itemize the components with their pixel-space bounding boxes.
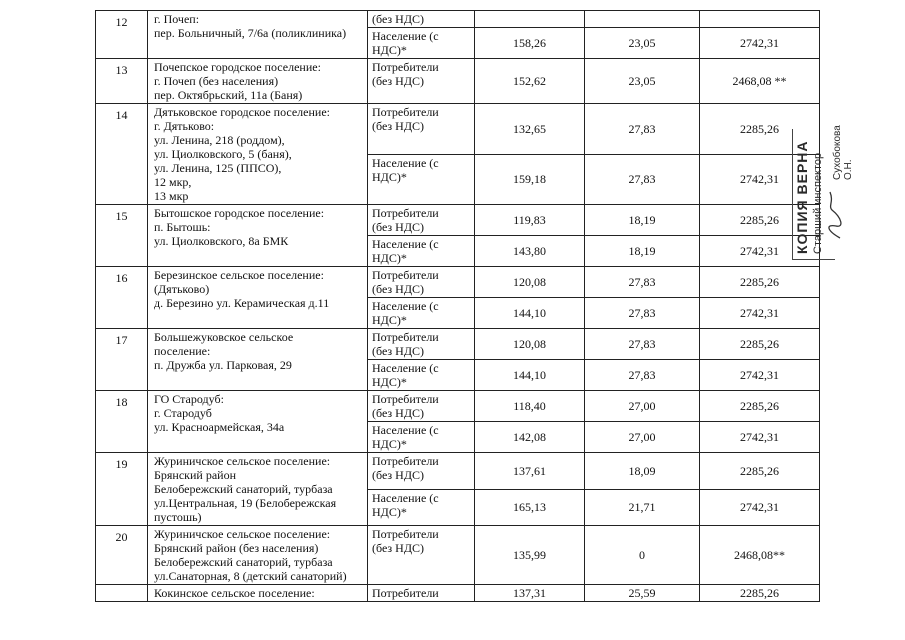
- settlement-address: [148, 526, 368, 585]
- tariff-value-1: 132,65: [475, 104, 585, 155]
- tariff-value-1: 142,08: [475, 422, 585, 453]
- consumer-category: [368, 267, 475, 298]
- tariff-value-3: 2742,31: [700, 489, 820, 526]
- consumer-line: Потребители: [372, 586, 439, 600]
- tariff-value-3: 2285,26: [700, 104, 820, 155]
- consumer-category: [368, 489, 475, 526]
- table-row: [96, 391, 820, 422]
- tariff-value-3: 2285,26: [700, 267, 820, 298]
- consumer-line: (без НДС): [372, 406, 425, 420]
- consumer-line: (без НДС): [372, 119, 425, 133]
- consumer-category: [368, 236, 475, 267]
- table-row: [96, 526, 820, 585]
- tariff-value-3: 2742,31: [700, 28, 820, 59]
- consumer-line: (без НДС): [372, 74, 425, 88]
- table-row: [96, 205, 820, 236]
- tariff-value-1: 119,83: [475, 205, 585, 236]
- tariff-value-2: [585, 11, 700, 28]
- consumer-category: [368, 422, 475, 453]
- tariff-value-1: 143,80: [475, 236, 585, 267]
- tariff-value-2: 21,71: [585, 489, 700, 526]
- tariff-value-1: 120,08: [475, 329, 585, 360]
- tariff-value-2: 27,83: [585, 329, 700, 360]
- tariff-value-2: 23,05: [585, 28, 700, 59]
- address-line: п. Дружба ул. Парковая, 29: [154, 358, 292, 372]
- settlement-address: [148, 267, 368, 329]
- tariff-value-1: [475, 11, 585, 28]
- address-line: ГО Стародуб:: [154, 392, 224, 406]
- tariff-value-2: 18,09: [585, 453, 700, 490]
- consumer-category: [368, 526, 475, 585]
- address-line: поселение:: [154, 344, 211, 358]
- tariff-value-2: 18,19: [585, 236, 700, 267]
- consumer-line: НДС)*: [372, 43, 407, 57]
- consumer-line: Потребители: [372, 527, 439, 541]
- tariff-value-1: 165,13: [475, 489, 585, 526]
- consumer-category: [368, 391, 475, 422]
- tariff-value-1: 120,08: [475, 267, 585, 298]
- tariff-value-2: 27,83: [585, 298, 700, 329]
- tariff-value-3: 2468,08**: [700, 526, 820, 585]
- consumer-line: Население (с: [372, 423, 439, 437]
- address-line: ул.Санаторная, 8 (детский санаторий): [154, 569, 347, 583]
- consumer-line: Потребители: [372, 330, 439, 344]
- address-line: Белобережский санаторий, турбаза: [154, 482, 333, 496]
- tariff-value-1: 159,18: [475, 154, 585, 205]
- row-number: [96, 585, 148, 602]
- address-line: Березинское сельское поселение:: [154, 268, 324, 282]
- row-number: 14: [96, 104, 148, 205]
- consumer-line: НДС)*: [372, 437, 407, 451]
- tariff-value-2: 27,83: [585, 267, 700, 298]
- row-number: 16: [96, 267, 148, 329]
- consumer-line: (без НДС): [372, 220, 425, 234]
- settlement-address: [148, 391, 368, 453]
- tariff-value-3: [700, 11, 820, 28]
- consumer-line: Население (с: [372, 237, 439, 251]
- consumer-line: Население (с: [372, 29, 439, 43]
- address-line: Дятьковское городское поселение:: [154, 105, 330, 119]
- address-line: Большежуковское сельское: [154, 330, 294, 344]
- tariff-value-3: 2285,26: [700, 205, 820, 236]
- consumer-line: НДС)*: [372, 504, 407, 519]
- consumer-line: Население (с: [372, 361, 439, 375]
- consumer-line: НДС)*: [372, 375, 407, 389]
- address-line: Бытошское городское поселение:: [154, 206, 325, 220]
- consumer-line: НДС)*: [372, 313, 407, 327]
- stamp-role: Старший инспектор: [812, 152, 824, 254]
- table-row: [96, 11, 820, 28]
- row-number: 18: [96, 391, 148, 453]
- row-number: 17: [96, 329, 148, 391]
- table-row: [96, 585, 820, 602]
- address-line: Журиничское сельское поселение:: [154, 527, 331, 541]
- consumer-category: [368, 11, 475, 28]
- consumer-line: НДС)*: [372, 169, 407, 184]
- stamp-title: КОПИЯ ВЕРНА: [794, 140, 810, 254]
- address-line: п. Бытошь:: [154, 220, 211, 234]
- consumer-line: Потребители: [372, 268, 439, 282]
- tariff-value-3: 2285,26: [700, 585, 820, 602]
- tariff-value-2: 27,83: [585, 104, 700, 155]
- signature-icon: [824, 190, 846, 240]
- address-line: г. Дятьково:: [154, 119, 215, 133]
- consumer-line: (без НДС): [372, 344, 425, 358]
- settlement-address: [148, 205, 368, 267]
- row-number: 15: [96, 205, 148, 267]
- address-line: г. Почеп (без населения): [154, 74, 279, 88]
- address-line: г. Почеп:: [154, 12, 200, 26]
- address-line: пер. Больничный, 7/6а (поликлиника): [154, 26, 347, 40]
- consumer-category: [368, 59, 475, 104]
- address-line: (Дятьково): [154, 282, 210, 296]
- address-line: Белобережский санаторий, турбаза: [154, 555, 333, 569]
- tariff-value-1: 137,31: [475, 585, 585, 602]
- tariff-table-body: [96, 11, 820, 602]
- tariff-value-1: 135,99: [475, 526, 585, 585]
- table-row: [96, 104, 820, 155]
- table-row: [96, 329, 820, 360]
- consumer-line: Население (с: [372, 490, 439, 505]
- consumer-category: [368, 329, 475, 360]
- consumer-category: [368, 205, 475, 236]
- tariff-value-3: 2742,31: [700, 360, 820, 391]
- consumer-line: (без НДС): [372, 541, 425, 555]
- consumer-line: Население (с: [372, 299, 439, 313]
- tariff-value-3: 2285,26: [700, 453, 820, 490]
- consumer-line: Потребители: [372, 60, 439, 74]
- tariff-value-3: 2742,31: [700, 154, 820, 205]
- row-number: 12: [96, 11, 148, 59]
- address-line: Брянский район: [154, 468, 237, 482]
- tariff-value-1: 152,62: [475, 59, 585, 104]
- settlement-address: [148, 11, 368, 59]
- consumer-category: [368, 28, 475, 59]
- consumer-category: [368, 360, 475, 391]
- tariff-value-1: 158,26: [475, 28, 585, 59]
- address-line: ул.Центральная, 19 (Белобережская: [154, 496, 337, 510]
- consumer-category: [368, 453, 475, 490]
- consumer-category: [368, 298, 475, 329]
- row-number: 13: [96, 59, 148, 104]
- settlement-address: [148, 329, 368, 391]
- settlement-address: [148, 104, 368, 205]
- address-line: пер. Октябрьский, 11а (Баня): [154, 88, 303, 102]
- tariff-value-3: 2742,31: [700, 236, 820, 267]
- address-line: ул. Циолковского, 8а БМК: [154, 234, 289, 248]
- address-line: ул. Красноармейская, 34а: [154, 420, 285, 434]
- settlement-address: [148, 453, 368, 526]
- tariff-value-1: 144,10: [475, 298, 585, 329]
- stamp-name: Сухобокова О.Н.: [832, 125, 854, 180]
- consumer-line: Население (с: [372, 155, 439, 170]
- consumer-line: Потребители: [372, 105, 439, 119]
- address-line: Кокинское сельское поселение:: [154, 586, 315, 600]
- tariff-value-3: 2468,08 **: [700, 59, 820, 104]
- consumer-category: [368, 585, 475, 602]
- tariff-value-3: 2285,26: [700, 391, 820, 422]
- tariff-value-2: 27,00: [585, 391, 700, 422]
- consumer-line: Потребители: [372, 206, 439, 220]
- tariff-value-2: 27,83: [585, 360, 700, 391]
- address-line: 12 мкр,: [154, 175, 192, 189]
- address-line: ул. Циолковского, 5 (баня),: [154, 147, 292, 161]
- consumer-line: Потребители: [372, 392, 439, 406]
- table-row: [96, 267, 820, 298]
- tariff-value-2: 27,83: [585, 154, 700, 205]
- tariff-value-3: 2742,31: [700, 422, 820, 453]
- tariff-value-2: 18,19: [585, 205, 700, 236]
- consumer-category: [368, 154, 475, 205]
- address-line: г. Стародуб: [154, 406, 212, 420]
- address-line: пустошь): [154, 510, 202, 524]
- tariff-table: [95, 10, 820, 602]
- row-number: 19: [96, 453, 148, 526]
- tariff-value-1: 144,10: [475, 360, 585, 391]
- table-row: [96, 59, 820, 104]
- tariff-value-2: 23,05: [585, 59, 700, 104]
- address-line: ул. Ленина, 125 (ППСО),: [154, 161, 282, 175]
- address-line: Почепское городское поселение:: [154, 60, 321, 74]
- table-row: [96, 453, 820, 490]
- tariff-value-2: 25,59: [585, 585, 700, 602]
- consumer-line: (без НДС): [372, 468, 425, 482]
- certification-stamp: [792, 125, 854, 260]
- address-line: Брянский район (без населения): [154, 541, 319, 555]
- tariff-value-2: 0: [585, 526, 700, 585]
- consumer-line: (без НДС): [372, 12, 425, 26]
- consumer-line: НДС)*: [372, 251, 407, 265]
- address-line: Журиничское сельское поселение:: [154, 454, 331, 468]
- tariff-value-3: 2742,31: [700, 298, 820, 329]
- tariff-value-1: 118,40: [475, 391, 585, 422]
- tariff-value-2: 27,00: [585, 422, 700, 453]
- tariff-value-1: 137,61: [475, 453, 585, 490]
- settlement-address: [148, 59, 368, 104]
- tariff-value-3: 2285,26: [700, 329, 820, 360]
- consumer-line: (без НДС): [372, 282, 425, 296]
- address-line: д. Березино ул. Керамическая д.11: [154, 296, 330, 310]
- row-number: 20: [96, 526, 148, 585]
- consumer-category: [368, 104, 475, 155]
- settlement-address: [148, 585, 368, 602]
- consumer-line: Потребители: [372, 454, 439, 468]
- address-line: 13 мкр: [154, 189, 189, 203]
- address-line: ул. Ленина, 218 (роддом),: [154, 133, 285, 147]
